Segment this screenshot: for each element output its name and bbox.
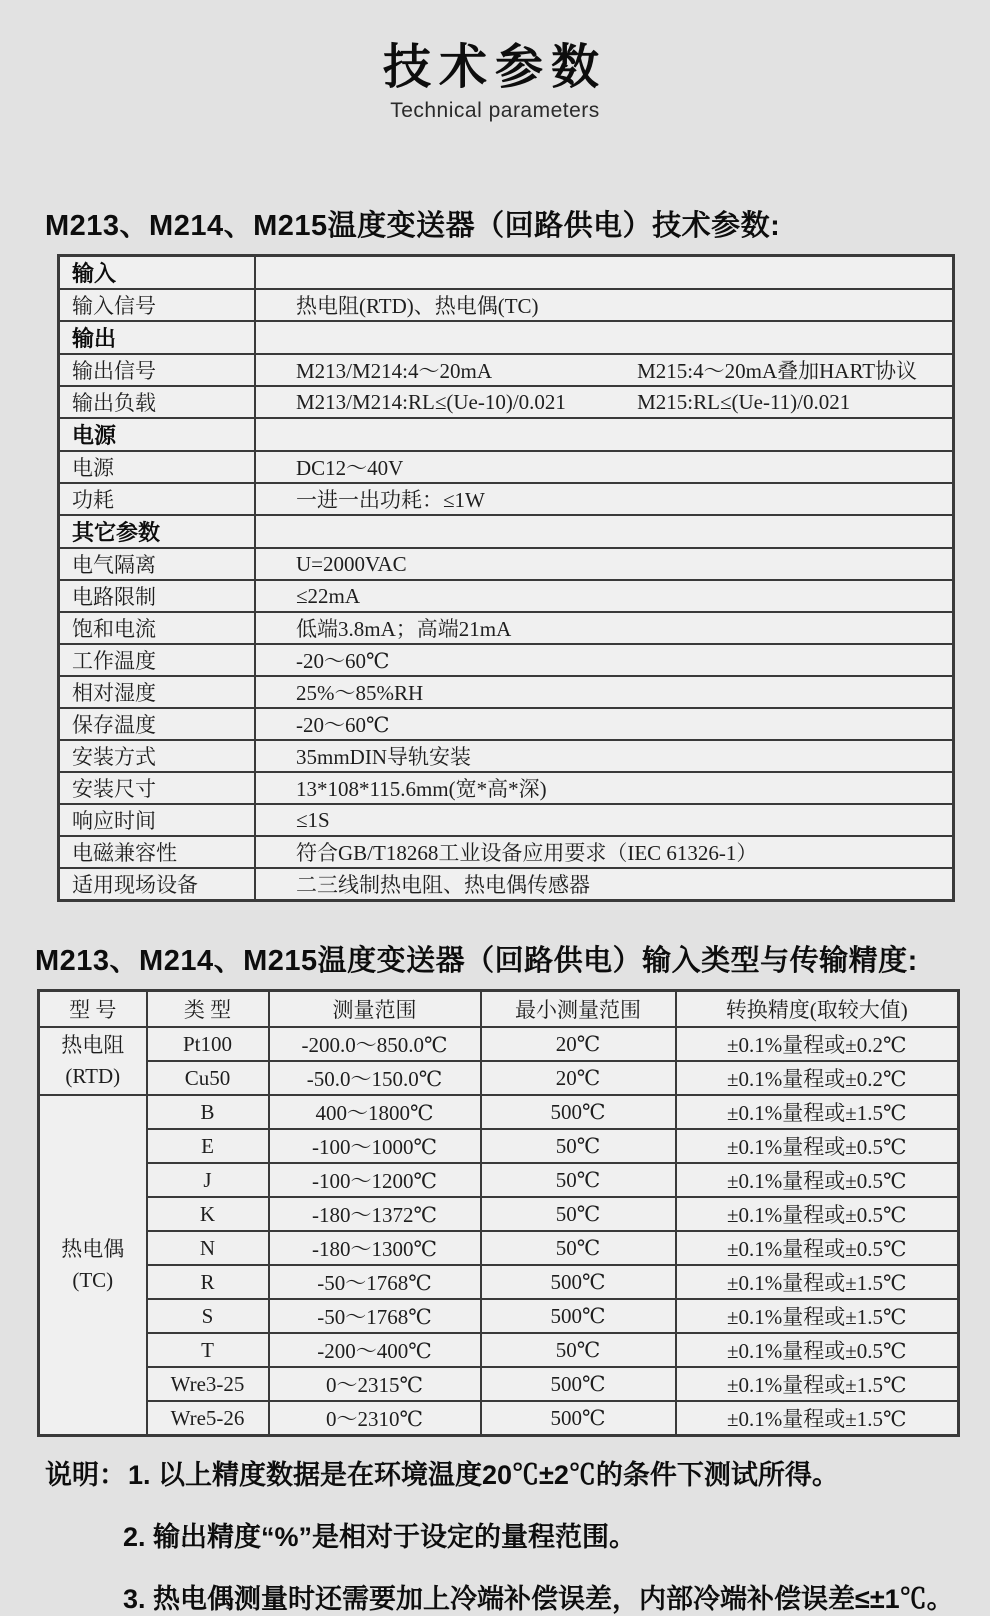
measure-range: 400～1800℃ [269,1095,481,1129]
param-value [255,708,954,740]
param-value [255,644,954,676]
param-value [255,772,954,804]
param-label: 输入信号 [59,289,256,321]
sensor-type: K [147,1197,269,1231]
model-line: 热电阻 [61,1032,125,1057]
table1-row [59,772,954,804]
table2-row [39,1265,959,1299]
table2-row [39,1129,959,1163]
param-value-part1: 低端3.8mA；高端21mA [296,617,512,641]
param-value [255,804,954,836]
conversion-accuracy: ±0.1%量程或±0.5℃ [676,1231,959,1265]
sensor-type: B [147,1095,269,1129]
param-label: 电路限制 [59,580,256,612]
param-value-part2: M215:RL≤(Ue-11)/0.021 [637,389,851,414]
table-header-row [39,991,959,1028]
min-measure-range: 20℃ [481,1061,676,1095]
param-value-part1: ≤22mA [296,583,361,608]
sensor-type: N [147,1231,269,1265]
conversion-accuracy: ±0.1%量程或±0.5℃ [676,1333,959,1367]
note-item: 3. 热电偶测量时还需要加上冷端补偿误差，内部冷端补偿误差≤±1℃。 [123,1584,954,1614]
sensor-type: J [147,1163,269,1197]
table1-row [59,804,954,836]
param-value-part1: 二三线制热电阻、热电偶传感器 [296,873,590,897]
input-type-accuracy-table [37,989,960,1437]
param-value [255,289,954,321]
table1-row [59,289,954,321]
param-value-part1: 一进一出功耗：≤1W [296,488,485,512]
table1-section-row [59,321,954,354]
param-label: 电磁兼容性 [59,836,256,868]
measure-range: -100～1200℃ [269,1163,481,1197]
param-value-part1: DC12～40V [296,456,404,480]
param-value-part1: ≤1S [296,807,330,832]
param-label: 安装尺寸 [59,772,256,804]
param-label: 安装方式 [59,740,256,772]
param-label: 输出 [59,321,256,354]
param-label: 响应时间 [59,804,256,836]
sensor-type: S [147,1299,269,1333]
param-value-part1: 25%～85%RH [296,681,424,705]
sensor-type: T [147,1333,269,1367]
param-value-part1: M213/M214:RL≤(Ue-10)/0.021 [296,389,566,414]
column-header: 型 号 [39,991,147,1028]
table1-row [59,354,954,386]
param-value-part1: M213/M214:4～20mA [296,359,493,383]
measure-range: -180～1372℃ [269,1197,481,1231]
conversion-accuracy: ±0.1%量程或±1.5℃ [676,1095,959,1129]
param-value [255,515,954,548]
section2-heading: M213、M214、M215温度变送器（回路供电）输入类型与传输精度: [35,945,918,977]
table1-row [59,483,954,515]
notes-prefix: 说明： [45,1460,126,1490]
conversion-accuracy: ±0.1%量程或±0.2℃ [676,1027,959,1061]
param-label: 电源 [59,451,256,483]
measure-range: 0～2315℃ [269,1367,481,1401]
column-header: 转换精度(取较大值) [676,991,959,1028]
param-label: 输入 [59,256,256,290]
min-measure-range: 500℃ [481,1299,676,1333]
param-value-part1: U=2000VAC [296,551,407,576]
min-measure-range: 20℃ [481,1027,676,1061]
table2-row [39,1401,959,1436]
conversion-accuracy: ±0.1%量程或±1.5℃ [676,1367,959,1401]
conversion-accuracy: ±0.1%量程或±1.5℃ [676,1265,959,1299]
section1-heading: M213、M214、M215温度变送器（回路供电）技术参数: [45,210,781,242]
sensor-type: E [147,1129,269,1163]
conversion-accuracy: ±0.1%量程或±0.5℃ [676,1163,959,1197]
note-line-1 [45,1453,990,1492]
model-group-cell [39,1027,147,1095]
param-value-part1: 35mmDIN导轨安装 [296,745,471,769]
param-label: 适用现场设备 [59,868,256,901]
conversion-accuracy: ±0.1%量程或±0.2℃ [676,1061,959,1095]
min-measure-range: 50℃ [481,1197,676,1231]
table1-row [59,740,954,772]
param-label: 功耗 [59,483,256,515]
page-title: 技术参数 [382,41,607,94]
page-subtitle: Technical parameters [390,99,600,122]
table1-row [59,836,954,868]
table2-row [39,1061,959,1095]
model-line: (RTD) [65,1064,121,1088]
table1-row [59,868,954,901]
table1-row [59,612,954,644]
param-label: 电源 [59,418,256,451]
param-value-part1: -20～60℃ [296,649,390,673]
sensor-type: Wre5-26 [147,1401,269,1436]
sensor-type: Pt100 [147,1027,269,1061]
note-line-2 [123,1515,990,1554]
measure-range: -200.0～850.0℃ [269,1027,481,1061]
measure-range: -50～1768℃ [269,1265,481,1299]
min-measure-range: 500℃ [481,1401,676,1436]
table2-row [39,1367,959,1401]
sensor-type: Cu50 [147,1061,269,1095]
table2-row [39,1163,959,1197]
param-value [255,256,954,290]
param-value [255,321,954,354]
sensor-type: Wre3-25 [147,1367,269,1401]
param-value [255,676,954,708]
table1-row [59,644,954,676]
param-value [255,418,954,451]
table1-row [59,676,954,708]
column-header: 最小测量范围 [481,991,676,1028]
note-item: 1. 以上精度数据是在环境温度20℃±2℃的条件下测试所得。 [128,1460,839,1490]
table1-row [59,451,954,483]
param-label: 保存温度 [59,708,256,740]
model-group-cell [39,1095,147,1436]
measure-range: -50.0～150.0℃ [269,1061,481,1095]
param-value [255,868,954,901]
param-label: 工作温度 [59,644,256,676]
table1-row [59,548,954,580]
param-value [255,836,954,868]
param-label: 相对湿度 [59,676,256,708]
measure-range: -100～1000℃ [269,1129,481,1163]
table2-row [39,1299,959,1333]
table2-row [39,1333,959,1367]
param-value [255,612,954,644]
model-line: 热电偶 [61,1236,125,1261]
notes [45,1453,990,1616]
param-value [255,548,954,580]
measure-range: 0～2310℃ [269,1401,481,1436]
technical-parameters-table [57,254,955,902]
min-measure-range: 50℃ [481,1231,676,1265]
conversion-accuracy: ±0.1%量程或±0.5℃ [676,1197,959,1231]
measure-range: -180～1300℃ [269,1231,481,1265]
table1-row [59,580,954,612]
table1-row [59,386,954,418]
param-value-part1: -20～60℃ [296,713,390,737]
note-line-3 [123,1577,990,1616]
param-value-part1: 热电阻(RTD)、热电偶(TC) [296,294,539,318]
conversion-accuracy: ±0.1%量程或±0.5℃ [676,1129,959,1163]
column-header: 测量范围 [269,991,481,1028]
title-block [0,0,990,123]
table2-row [39,1027,959,1061]
table1-section-row [59,256,954,290]
table1-section-row [59,515,954,548]
min-measure-range: 50℃ [481,1129,676,1163]
param-value [255,483,954,515]
table1-row [59,708,954,740]
min-measure-range: 50℃ [481,1163,676,1197]
table2-row [39,1095,959,1129]
param-value-part1: 13*108*115.6mm(宽*高*深) [296,777,547,801]
param-value [255,740,954,772]
measure-range: -50～1768℃ [269,1299,481,1333]
column-header: 类 型 [147,991,269,1028]
param-label: 输出信号 [59,354,256,386]
min-measure-range: 500℃ [481,1265,676,1299]
param-value [255,580,954,612]
sensor-type: R [147,1265,269,1299]
param-label: 饱和电流 [59,612,256,644]
param-value [255,354,954,386]
param-label: 其它参数 [59,515,256,548]
param-label: 电气隔离 [59,548,256,580]
param-value-part2: M215:4～20mA叠加HART协议 [637,359,918,383]
table2-row [39,1197,959,1231]
model-line: (TC) [72,1268,114,1292]
min-measure-range: 500℃ [481,1095,676,1129]
param-value-part1: 符合GB/T18268工业设备应用要求（IEC 61326-1） [296,841,758,865]
conversion-accuracy: ±0.1%量程或±1.5℃ [676,1299,959,1333]
table2-row [39,1231,959,1265]
min-measure-range: 50℃ [481,1333,676,1367]
min-measure-range: 500℃ [481,1367,676,1401]
param-value [255,451,954,483]
param-value [255,386,954,418]
param-label: 输出负载 [59,386,256,418]
note-item: 2. 输出精度“%”是相对于设定的量程范围。 [123,1522,637,1552]
conversion-accuracy: ±0.1%量程或±1.5℃ [676,1401,959,1436]
measure-range: -200～400℃ [269,1333,481,1367]
table1-section-row [59,418,954,451]
